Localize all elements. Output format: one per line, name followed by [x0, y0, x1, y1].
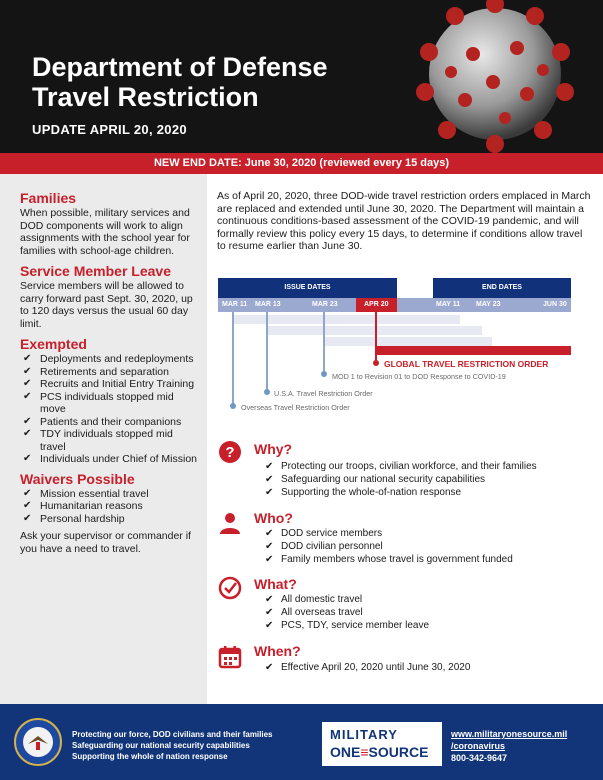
checkmark-icon: ✔ — [23, 378, 32, 389]
footer-line: Supporting the whole of nation response — [72, 752, 228, 761]
waiver-item-text: Mission essential travel — [40, 487, 149, 500]
waiver-item-text: Personal hardship — [40, 512, 125, 525]
when-item-text: Effective April 20, 2020 until June 30, 2020 — [281, 662, 471, 673]
issue-dates-title: ISSUE DATES — [218, 278, 397, 298]
duration-bar-3 — [324, 337, 492, 346]
line-mar11 — [232, 312, 234, 404]
what-item-text: All overseas travel — [281, 607, 363, 618]
checkmark-icon: ✔ — [23, 415, 32, 427]
checkmark-icon: ✔ — [265, 662, 274, 673]
line-apr20 — [375, 312, 377, 362]
waivers-list — [20, 488, 200, 526]
svg-text:?: ? — [225, 444, 235, 461]
who-item-text: Family members whose travel is government funded — [281, 554, 513, 565]
checkmark-icon: ✔ — [265, 474, 274, 485]
exempted-item — [20, 428, 200, 453]
who-list — [262, 527, 513, 566]
date-mar23: MAR 23 — [312, 301, 338, 308]
checkmark-icon: ✔ — [265, 487, 274, 498]
waiver-item-text: Humanitarian reasons — [40, 500, 143, 512]
exempted-item — [20, 391, 200, 416]
why-item-text: Safeguarding our national security capabilities — [281, 474, 486, 485]
footer-lines — [72, 729, 273, 762]
website-link-path[interactable]: /coronavirus — [451, 741, 506, 751]
waiver-item — [20, 513, 200, 526]
checkmark-icon: ✔ — [23, 453, 32, 464]
person-icon — [218, 511, 242, 535]
checkmark-icon: ✔ — [265, 607, 274, 618]
exempted-item-text: Individuals under Chief of Mission — [40, 453, 197, 465]
exempted-item-text: Recruits and Initial Entry Training — [40, 378, 195, 390]
exempted-list — [20, 353, 200, 466]
checkmark-icon: ✔ — [23, 487, 32, 499]
date-apr20: APR 20 — [364, 301, 389, 308]
logo-source: SOURCE — [368, 744, 429, 760]
date-may11: MAY 11 — [436, 301, 461, 308]
what-heading: What? — [254, 576, 297, 592]
what-list — [262, 593, 429, 632]
leave-heading: Service Member Leave — [20, 263, 171, 279]
order-usa: U.S.A. Travel Restriction Order — [274, 389, 373, 398]
exempted-item — [20, 353, 200, 366]
logo-separator: ≡ — [360, 744, 369, 760]
checkmark-icon: ✔ — [23, 390, 32, 402]
why-item-text: Protecting our troops, civilian workforce, and their families — [281, 461, 537, 472]
date-mar11: MAR 11 — [222, 301, 248, 308]
title-line-2: Travel Restriction — [32, 82, 259, 112]
checkmark-icon: ✔ — [265, 541, 274, 552]
sidebar — [0, 174, 207, 704]
footer-line: Safeguarding our national security capabilities — [72, 741, 250, 750]
exempted-item-text: Deployments and redeployments — [40, 353, 194, 365]
exempted-item — [20, 378, 200, 391]
dot-mar23 — [321, 371, 327, 377]
checkmark-icon: ✔ — [23, 500, 32, 511]
update-date: UPDATE APRIL 20, 2020 — [32, 122, 187, 137]
footer-contact — [451, 728, 567, 764]
why-item — [262, 460, 537, 473]
military-onesource-logo — [322, 722, 442, 766]
exempted-item — [20, 416, 200, 429]
logo-top: MILITARY — [330, 727, 398, 742]
line-mar23 — [323, 312, 325, 372]
duration-bar-2 — [266, 326, 482, 335]
checkmark-icon: ✔ — [23, 512, 32, 524]
order-global: GLOBAL TRAVEL RESTRICTION ORDER — [384, 359, 549, 369]
checkmark-icon: ✔ — [265, 620, 274, 631]
checkmark-icon: ✔ — [265, 594, 274, 605]
why-list — [262, 460, 537, 499]
date-may23: MAY 23 — [476, 301, 501, 308]
footer — [0, 704, 603, 780]
checkmark-icon: ✔ — [265, 461, 274, 472]
when-list — [262, 661, 470, 674]
end-date-banner: NEW END DATE: June 30, 2020 (reviewed every 15 days) — [0, 153, 603, 174]
who-item-text: DOD civilian personnel — [281, 541, 383, 552]
who-item — [262, 540, 513, 553]
phone-number: 800-342-9647 — [451, 753, 508, 763]
exempted-item-text: Retirements and separation — [40, 365, 169, 378]
checkmark-icon: ✔ — [23, 428, 32, 439]
end-dates-title: END DATES — [433, 278, 571, 298]
order-mod1: MOD 1 to Revision 01 to DOD Response to COVID-19 — [332, 372, 506, 381]
what-item-text: PCS, TDY, service member leave — [281, 620, 430, 631]
checkmark-circle-icon — [218, 576, 242, 600]
why-item — [262, 473, 537, 486]
exempted-heading: Exempted — [20, 336, 87, 352]
checkmark-icon: ✔ — [23, 353, 32, 364]
title-line-1: Department of Defense — [32, 52, 328, 82]
waiver-item — [20, 500, 200, 513]
exempted-item — [20, 366, 200, 379]
leave-text: Service members will be allowed to carry forward past Sept. 30, 2020, up to 120 days versus the usual 60 day limit. — [20, 280, 193, 330]
logo-one: ONE — [330, 744, 361, 760]
date-jun30: JUN 30 — [543, 301, 567, 308]
sidebar-content — [20, 190, 200, 561]
dot-mar11 — [230, 403, 236, 409]
question-icon — [218, 440, 242, 464]
footer-line: Protecting our force, DOD civilians and their families — [72, 730, 273, 739]
date-mar13: MAR 13 — [255, 301, 281, 308]
dod-seal-logo — [14, 718, 62, 766]
waiver-item — [20, 488, 200, 501]
why-item — [262, 486, 537, 499]
who-item-text: DOD service members — [281, 528, 383, 539]
line-mar13 — [266, 312, 268, 390]
waivers-heading: Waivers Possible — [20, 470, 135, 487]
checkmark-icon: ✔ — [265, 554, 274, 565]
what-item — [262, 606, 429, 619]
checkmark-icon: ✔ — [265, 528, 274, 539]
when-heading: When? — [254, 643, 301, 659]
coronavirus-image — [395, 0, 595, 153]
logo-bottom — [330, 744, 428, 760]
waivers-note: Ask your supervisor or commander if you have a need to travel. — [20, 530, 191, 555]
dot-mar13 — [264, 389, 270, 395]
exempted-item — [20, 453, 200, 466]
what-item — [262, 619, 429, 632]
who-heading: Who? — [254, 510, 293, 526]
website-link[interactable]: www.militaryonesource.mil — [451, 729, 568, 739]
who-item — [262, 553, 513, 566]
order-overseas: Overseas Travel Restriction Order — [241, 403, 350, 412]
what-item-text: All domestic travel — [281, 594, 363, 605]
why-item-text: Supporting the whole-of-nation response — [281, 487, 462, 498]
global-order-bar — [376, 346, 571, 355]
page-title — [32, 52, 392, 112]
why-heading: Why? — [254, 441, 293, 457]
dot-apr20 — [373, 360, 379, 366]
families-heading: Families — [20, 190, 77, 206]
who-item — [262, 527, 513, 540]
checkmark-icon: ✔ — [23, 365, 32, 377]
exempted-item-text: TDY individuals stopped mid travel — [40, 428, 173, 453]
when-item — [262, 661, 470, 674]
header — [0, 0, 603, 153]
families-text: When possible, military services and DOD components will work to align assignments with the school year for families with school-age children. — [20, 207, 190, 257]
calendar-icon — [218, 645, 242, 669]
what-item — [262, 593, 429, 606]
intro-paragraph: As of April 20, 2020, three DOD-wide travel restriction orders emplaced in March are replaced and extended until June 30, 2020. The Department will maintain a continuous conditions-based assessment of the COVID-19 pandemic, and will formally review this policy every 15 days, to determine if conditions allow travel to resume earlier than June 30. — [217, 190, 591, 253]
exempted-item-text: PCS individuals stopped mid move — [40, 390, 174, 415]
exempted-item-text: Patients and their companions — [40, 415, 182, 428]
